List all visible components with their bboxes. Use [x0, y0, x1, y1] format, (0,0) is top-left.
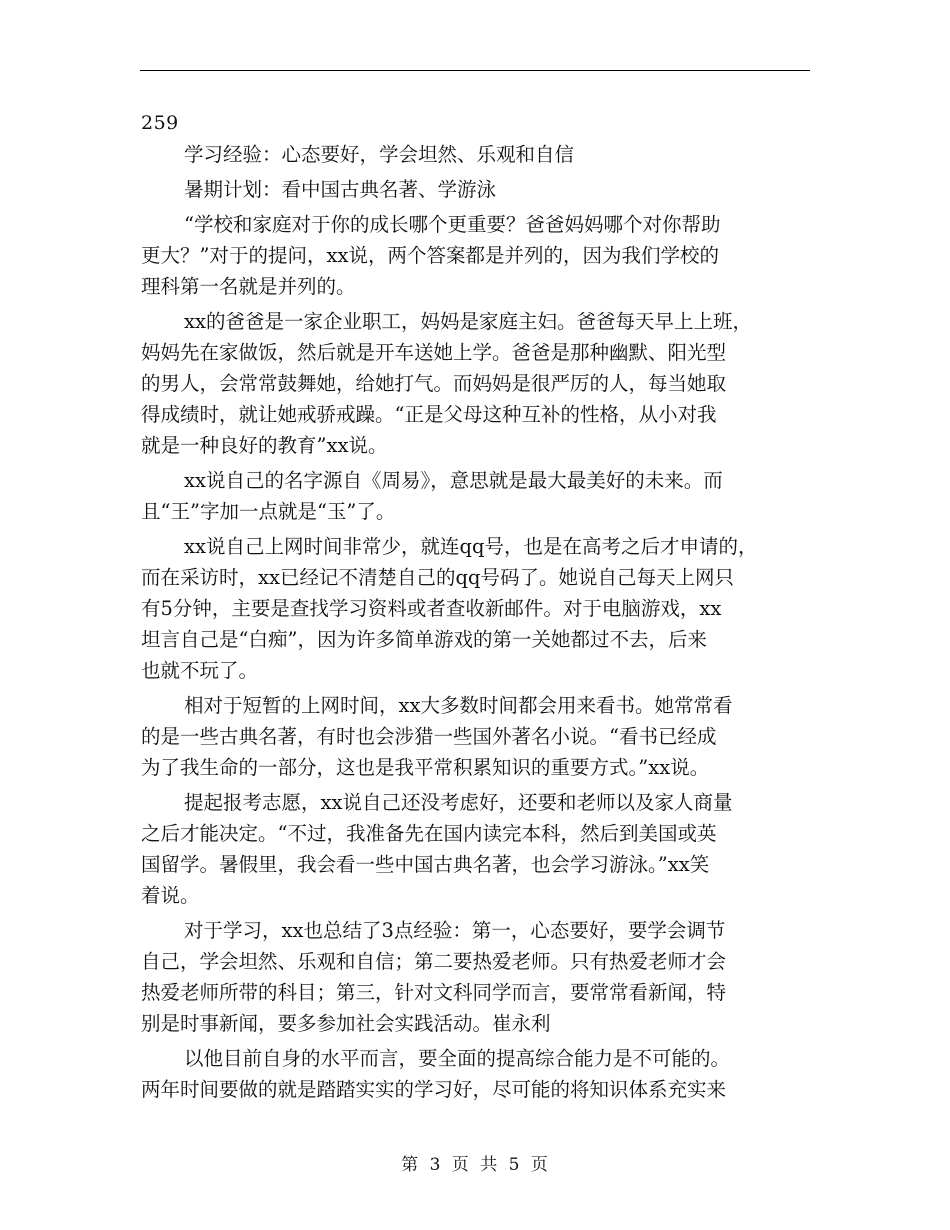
paragraph	[141, 531, 811, 686]
document-body	[141, 108, 811, 1105]
paragraph-line: 学习经验：心态要好，学会坦然、乐观和自信	[184, 143, 575, 166]
paragraph-line: 更大？”对于的提问，xx说，两个答案都是并列的，因为我们学校的	[141, 244, 719, 267]
paragraph	[141, 690, 811, 783]
paragraph-line: xx说自己上网时间非常少，就连qq号，也是在高考之后才申请的，	[184, 535, 758, 558]
paragraph-line: xx的爸爸是一家企业职工，妈妈是家庭主妇。爸爸每天早上上班，	[184, 310, 752, 333]
paragraph-line: 热爱老师所带的科目；第三，针对文科同学而言，要常常看新闻，特	[141, 981, 727, 1004]
page-number-top: 259	[141, 112, 179, 134]
header-rule	[140, 70, 810, 71]
paragraph-line: 两年时间要做的就是踏踏实实的学习好，尽可能的将知识体系充实来	[141, 1078, 727, 1101]
paragraph	[141, 465, 811, 527]
paragraph-line: 自己，学会坦然、乐观和自信；第二要热爱老师。只有热爱老师才会	[141, 950, 727, 973]
paragraph-line: 暑期计划：看中国古典名著、学游泳	[184, 178, 497, 201]
paragraph	[141, 787, 811, 911]
paragraph	[141, 915, 811, 1039]
paragraph-line: 也就不玩了。	[141, 659, 259, 682]
paragraph-line: 为了我生命的一部分，这也是我平常积累知识的重要方式。”xx说。	[141, 756, 710, 779]
paragraph-line: 着说。	[141, 884, 200, 907]
paragraph	[141, 209, 811, 302]
page-footer: 第 3 页 共 5 页	[401, 1155, 549, 1175]
paragraph-line: 的是一些古典名著，有时也会涉猎一些国外著名小说。“看书已经成	[141, 725, 717, 748]
paragraph-line: 相对于短暂的上网时间，xx大多数时间都会用来看书。她常常看	[184, 694, 733, 717]
paragraph-line: 得成绩时，就让她戒骄戒躁。“正是父母这种互补的性格，从小对我	[141, 403, 717, 426]
paragraph-line: 而在采访时，xx已经记不清楚自己的qq号码了。她说自己每天上网只	[141, 566, 734, 589]
paragraph-line: xx说自己的名字源自《周易》，意思就是最大最美好的未来。而	[184, 469, 723, 492]
paragraph-line: 妈妈先在家做饭，然后就是开车送她上学。爸爸是那种幽默、阳光型	[141, 341, 727, 364]
paragraph-list	[141, 139, 811, 1105]
paragraph-line: 国留学。暑假里，我会看一些中国古典名著，也会学习游泳。”xx笑	[141, 853, 710, 876]
paragraph-line: 之后才能决定。“不过，我准备先在国内读完本科，然后到美国或英	[141, 822, 717, 845]
paragraph-line: “学校和家庭对于你的成长哪个更重要？爸爸妈妈哪个对你帮助	[184, 213, 721, 236]
paragraph	[141, 1043, 811, 1105]
paragraph-line: 就是一种良好的教育”xx说。	[141, 434, 388, 457]
paragraph-line: 以他目前自身的水平而言，要全面的提高综合能力是不可能的。	[184, 1047, 731, 1070]
paragraph-line: 且“王”字加一点就是“玉”了。	[141, 500, 396, 523]
paragraph-line: 别是时事新闻，要多参加社会实践活动。崔永利	[141, 1012, 551, 1035]
paragraph	[141, 174, 811, 205]
paragraph	[141, 306, 811, 461]
paragraph-line: 坦言自己是“白痴”，因为许多简单游戏的第一关她都过不去，后来	[141, 628, 707, 651]
paragraph-line: 理科第一名就是并列的。	[141, 275, 356, 298]
paragraph-line: 提起报考志愿，xx说自己还没考虑好，还要和老师以及家人商量	[184, 791, 733, 814]
paragraph-line: 的男人，会常常鼓舞她，给她打气。而妈妈是很严厉的人，每当她取	[141, 372, 727, 395]
paragraph	[141, 139, 811, 170]
paragraph-line: 有5分钟，主要是查找学习资料或者查收新邮件。对于电脑游戏，xx	[141, 597, 722, 620]
paragraph-line: 对于学习，xx也总结了3点经验：第一，心态要好，要学会调节	[184, 919, 726, 942]
